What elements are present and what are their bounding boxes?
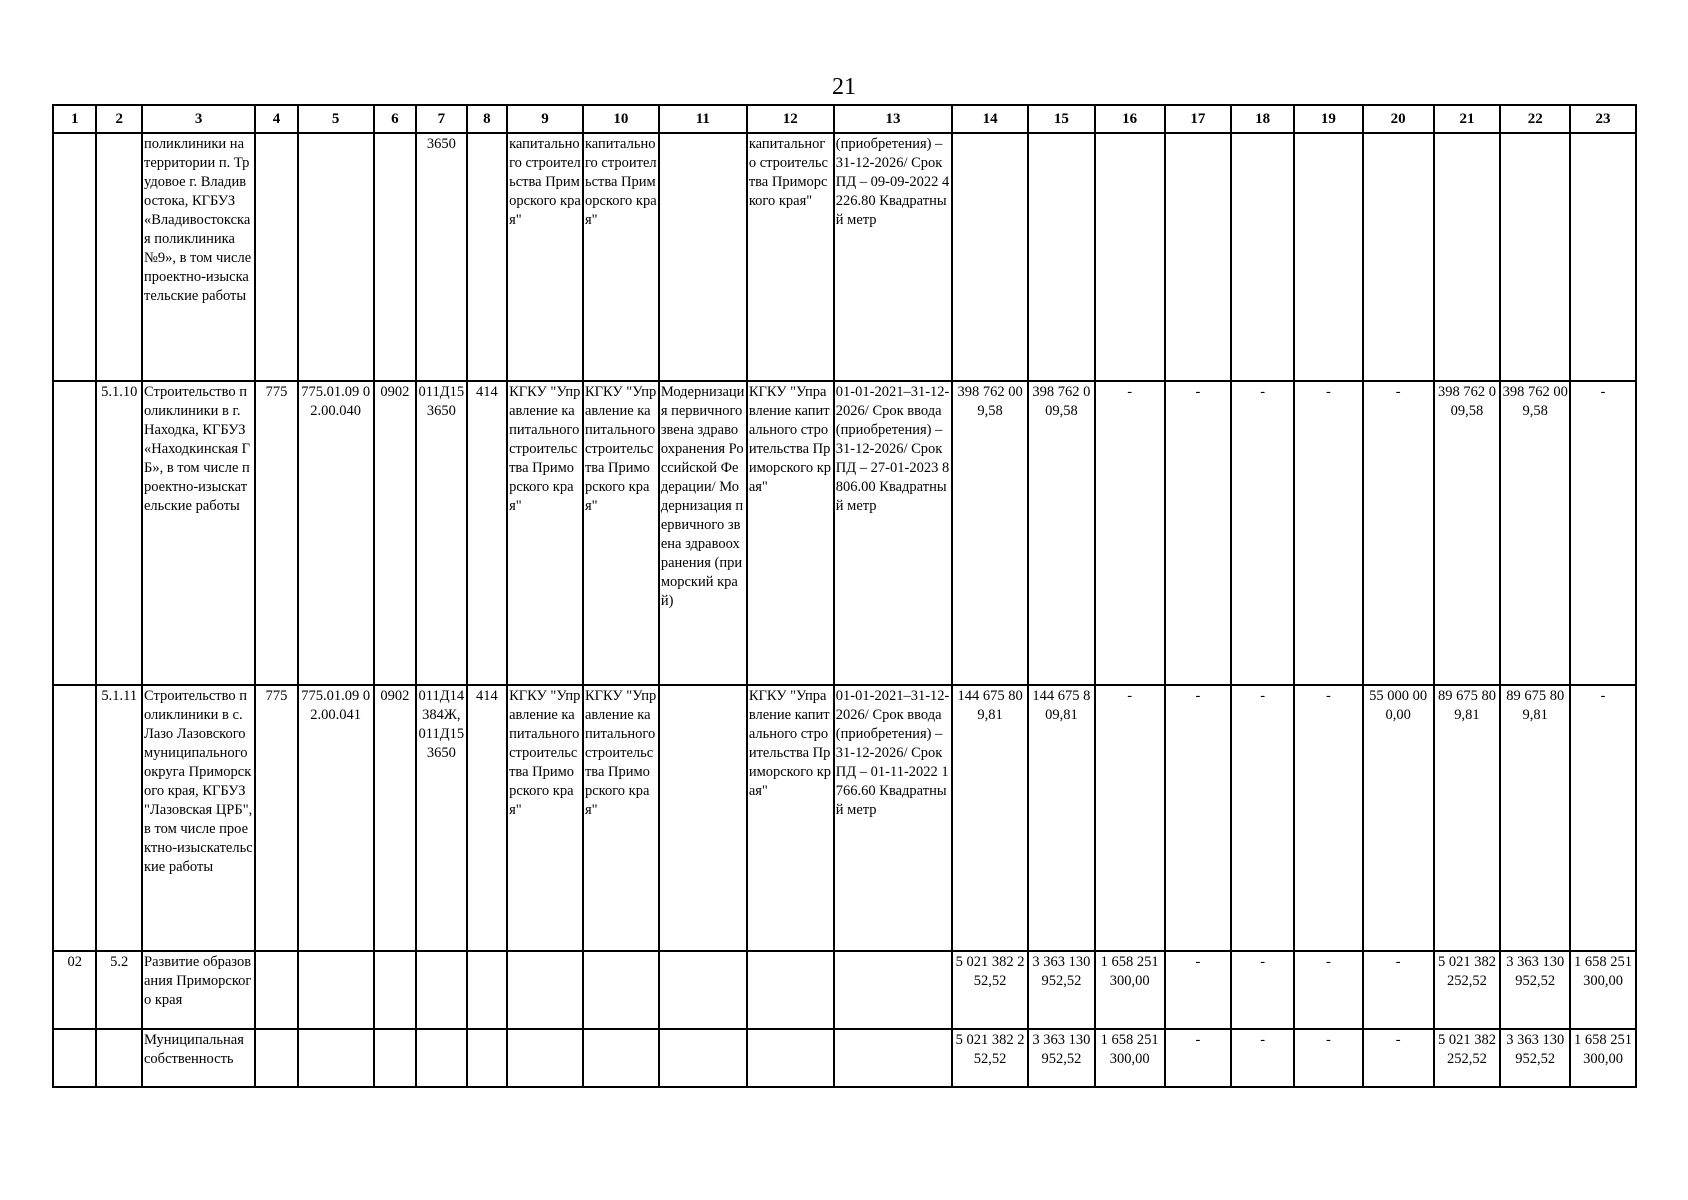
budget-table	[52, 104, 1637, 1088]
table-cell: поликлиники на территории п. Трудовое г. Владивостока, КГБУЗ «Владивостокская поликлиника №9», в том числе проектно-изыскательские работы	[142, 133, 255, 381]
table-cell: 414	[467, 685, 507, 951]
table-cell: 5 021 382 252,52	[952, 1029, 1028, 1087]
table-cell	[255, 951, 297, 1029]
table-cell: 01-01-2021–31-12-2026/ Срок ввода (приобретения) – 31-12-2026/ Срок ПД – 27-01-2023 8806.00 Квадратный метр	[834, 381, 952, 685]
table-cell	[952, 133, 1028, 381]
table-cell: -	[1231, 685, 1294, 951]
table-cell: -	[1363, 381, 1434, 685]
header-cell: 18	[1231, 105, 1294, 133]
table-cell	[53, 133, 96, 381]
table-cell: 3 363 130 952,52	[1028, 951, 1095, 1029]
table-cell	[53, 381, 96, 685]
header-cell: 17	[1165, 105, 1232, 133]
table-cell: -	[1231, 1029, 1294, 1087]
table-row	[53, 685, 1636, 951]
table-cell: КГКУ "Управление капитального строительства Приморского края"	[583, 381, 659, 685]
table-cell	[374, 133, 416, 381]
table-cell: 775.01.09 02.00.040	[298, 381, 374, 685]
table-cell: 89 675 809,81	[1434, 685, 1501, 951]
table-cell: капитального строительства Приморского края"	[507, 133, 583, 381]
table-cell: Строительство поликлиники в с. Лазо Лазовского муниципального округа Приморского края, КГБУЗ "Лазовская ЦРБ", в том числе проектно-изыскательские работы	[142, 685, 255, 951]
header-cell: 5	[298, 105, 374, 133]
table-cell: Развитие образования Приморского края	[142, 951, 255, 1029]
table-cell: (приобретения) – 31-12-2026/ Срок ПД – 09-09-2022 4226.80 Квадратный метр	[834, 133, 952, 381]
table-cell: 5.1.10	[96, 381, 142, 685]
table-cell	[1570, 133, 1636, 381]
table-cell	[507, 1029, 583, 1087]
table-cell	[1294, 133, 1363, 381]
table-cell: Модернизация первичного звена здравоохранения Российской Федерации/ Модернизация первичного звена здравоохранения (приморский край)	[659, 381, 747, 685]
table-cell	[53, 685, 96, 951]
table-cell: КГКУ "Управление капитального строительства Приморского края"	[747, 381, 834, 685]
table-cell: 414	[467, 381, 507, 685]
header-cell: 22	[1500, 105, 1570, 133]
table-cell: 011Д15 3650	[416, 381, 467, 685]
table-cell	[96, 133, 142, 381]
table-cell: -	[1294, 1029, 1363, 1087]
table-cell: Строительство поликлиники в г. Находка, КГБУЗ «Находкинская ГБ», в том числе проектно-изыскательские работы	[142, 381, 255, 685]
header-cell: 15	[1028, 105, 1095, 133]
table-cell	[255, 133, 297, 381]
table-cell	[747, 951, 834, 1029]
table-cell	[659, 685, 747, 951]
table-cell: -	[1095, 381, 1165, 685]
table-cell: 89 675 809,81	[1500, 685, 1570, 951]
table-cell: -	[1165, 951, 1232, 1029]
table-cell	[834, 951, 952, 1029]
table-cell: -	[1165, 685, 1232, 951]
header-cell: 1	[53, 105, 96, 133]
table-cell	[583, 951, 659, 1029]
table-cell	[416, 951, 467, 1029]
table-cell	[1363, 133, 1434, 381]
table-cell	[467, 951, 507, 1029]
table-cell: КГКУ "Управление капитального строительства Приморского края"	[507, 381, 583, 685]
table-cell	[1500, 133, 1570, 381]
table-row	[53, 951, 1636, 1029]
table-cell	[467, 1029, 507, 1087]
header-cell: 9	[507, 105, 583, 133]
table-cell: -	[1363, 951, 1434, 1029]
table-cell: 0902	[374, 381, 416, 685]
table-cell	[374, 951, 416, 1029]
table-cell: 5 021 382 252,52	[952, 951, 1028, 1029]
table-cell: 3 363 130 952,52	[1500, 1029, 1570, 1087]
header-cell: 12	[747, 105, 834, 133]
table-cell: 55 000 000,00	[1363, 685, 1434, 951]
table-cell	[467, 133, 507, 381]
table-cell: -	[1570, 685, 1636, 951]
table-cell: -	[1294, 685, 1363, 951]
table-cell: 1 658 251 300,00	[1570, 951, 1636, 1029]
table-cell	[255, 1029, 297, 1087]
header-cell: 6	[374, 105, 416, 133]
table-cell	[1165, 133, 1232, 381]
table-cell	[1434, 133, 1501, 381]
header-row	[53, 105, 1636, 133]
header-cell: 20	[1363, 105, 1434, 133]
table-cell: 775.01.09 02.00.041	[298, 685, 374, 951]
table-cell: 5 021 382 252,52	[1434, 951, 1501, 1029]
table-cell	[507, 951, 583, 1029]
table-cell: -	[1570, 381, 1636, 685]
table-cell	[416, 1029, 467, 1087]
header-cell: 2	[96, 105, 142, 133]
page-number: 21	[832, 74, 856, 100]
table-cell: 1 658 251 300,00	[1570, 1029, 1636, 1087]
table-cell: 011Д14 384Ж, 011Д15 3650	[416, 685, 467, 951]
table-cell: Муниципальная собственность	[142, 1029, 255, 1087]
table-cell: -	[1363, 1029, 1434, 1087]
table-cell: 398 762 009,58	[1500, 381, 1570, 685]
table-cell	[834, 1029, 952, 1087]
table-cell: 5.1.11	[96, 685, 142, 951]
table-cell: 02	[53, 951, 96, 1029]
table-cell	[1095, 133, 1165, 381]
table-cell: КГКУ "Управление капитального строительства Приморского края"	[747, 685, 834, 951]
table-cell: 144 675 809,81	[1028, 685, 1095, 951]
table-cell: КГКУ "Управление капитального строительства Приморского края"	[583, 685, 659, 951]
table-cell	[53, 1029, 96, 1087]
header-cell: 8	[467, 105, 507, 133]
table-cell	[374, 1029, 416, 1087]
table-cell	[298, 1029, 374, 1087]
table-cell: 1 658 251 300,00	[1095, 1029, 1165, 1087]
table-cell: капитального строительства Приморского края"	[583, 133, 659, 381]
table-cell: -	[1231, 951, 1294, 1029]
table-cell	[96, 1029, 142, 1087]
table-cell: -	[1294, 951, 1363, 1029]
table-cell: 775	[255, 685, 297, 951]
table-cell	[659, 951, 747, 1029]
table-cell: 775	[255, 381, 297, 685]
table-cell: -	[1165, 381, 1232, 685]
table-row	[53, 1029, 1636, 1087]
header-cell: 4	[255, 105, 297, 133]
table-cell: -	[1231, 381, 1294, 685]
table-cell: 1 658 251 300,00	[1095, 951, 1165, 1029]
header-cell: 19	[1294, 105, 1363, 133]
table-cell: 0902	[374, 685, 416, 951]
header-cell: 11	[659, 105, 747, 133]
header-cell: 14	[952, 105, 1028, 133]
table-cell	[659, 1029, 747, 1087]
table-row	[53, 133, 1636, 381]
table-cell: -	[1095, 685, 1165, 951]
table-cell: 398 762 009,58	[1028, 381, 1095, 685]
table-cell: КГКУ "Управление капитального строительства Приморского края"	[507, 685, 583, 951]
table-cell: 144 675 809,81	[952, 685, 1028, 951]
table-cell: 5.2	[96, 951, 142, 1029]
table-cell: -	[1294, 381, 1363, 685]
table-cell	[1028, 133, 1095, 381]
header-cell: 13	[834, 105, 952, 133]
table-cell	[659, 133, 747, 381]
table-cell	[1231, 133, 1294, 381]
table-cell	[298, 133, 374, 381]
table-cell: 01-01-2021–31-12-2026/ Срок ввода (приобретения) – 31-12-2026/ Срок ПД – 01-11-2022 1766.60 Квадратный метр	[834, 685, 952, 951]
table-cell: 3650	[416, 133, 467, 381]
table-cell	[747, 1029, 834, 1087]
table-cell: 3 363 130 952,52	[1028, 1029, 1095, 1087]
table-cell: 398 762 009,58	[952, 381, 1028, 685]
header-cell: 3	[142, 105, 255, 133]
table-cell: 3 363 130 952,52	[1500, 951, 1570, 1029]
header-cell: 16	[1095, 105, 1165, 133]
header-cell: 21	[1434, 105, 1501, 133]
header-cell: 7	[416, 105, 467, 133]
header-cell: 23	[1570, 105, 1636, 133]
table-cell: 398 762 009,58	[1434, 381, 1501, 685]
table-row	[53, 381, 1636, 685]
header-cell: 10	[583, 105, 659, 133]
table-cell: капитального строительства Приморского края"	[747, 133, 834, 381]
table-cell: -	[1165, 1029, 1232, 1087]
table-cell	[298, 951, 374, 1029]
table-cell: 5 021 382 252,52	[1434, 1029, 1501, 1087]
table-cell	[583, 1029, 659, 1087]
